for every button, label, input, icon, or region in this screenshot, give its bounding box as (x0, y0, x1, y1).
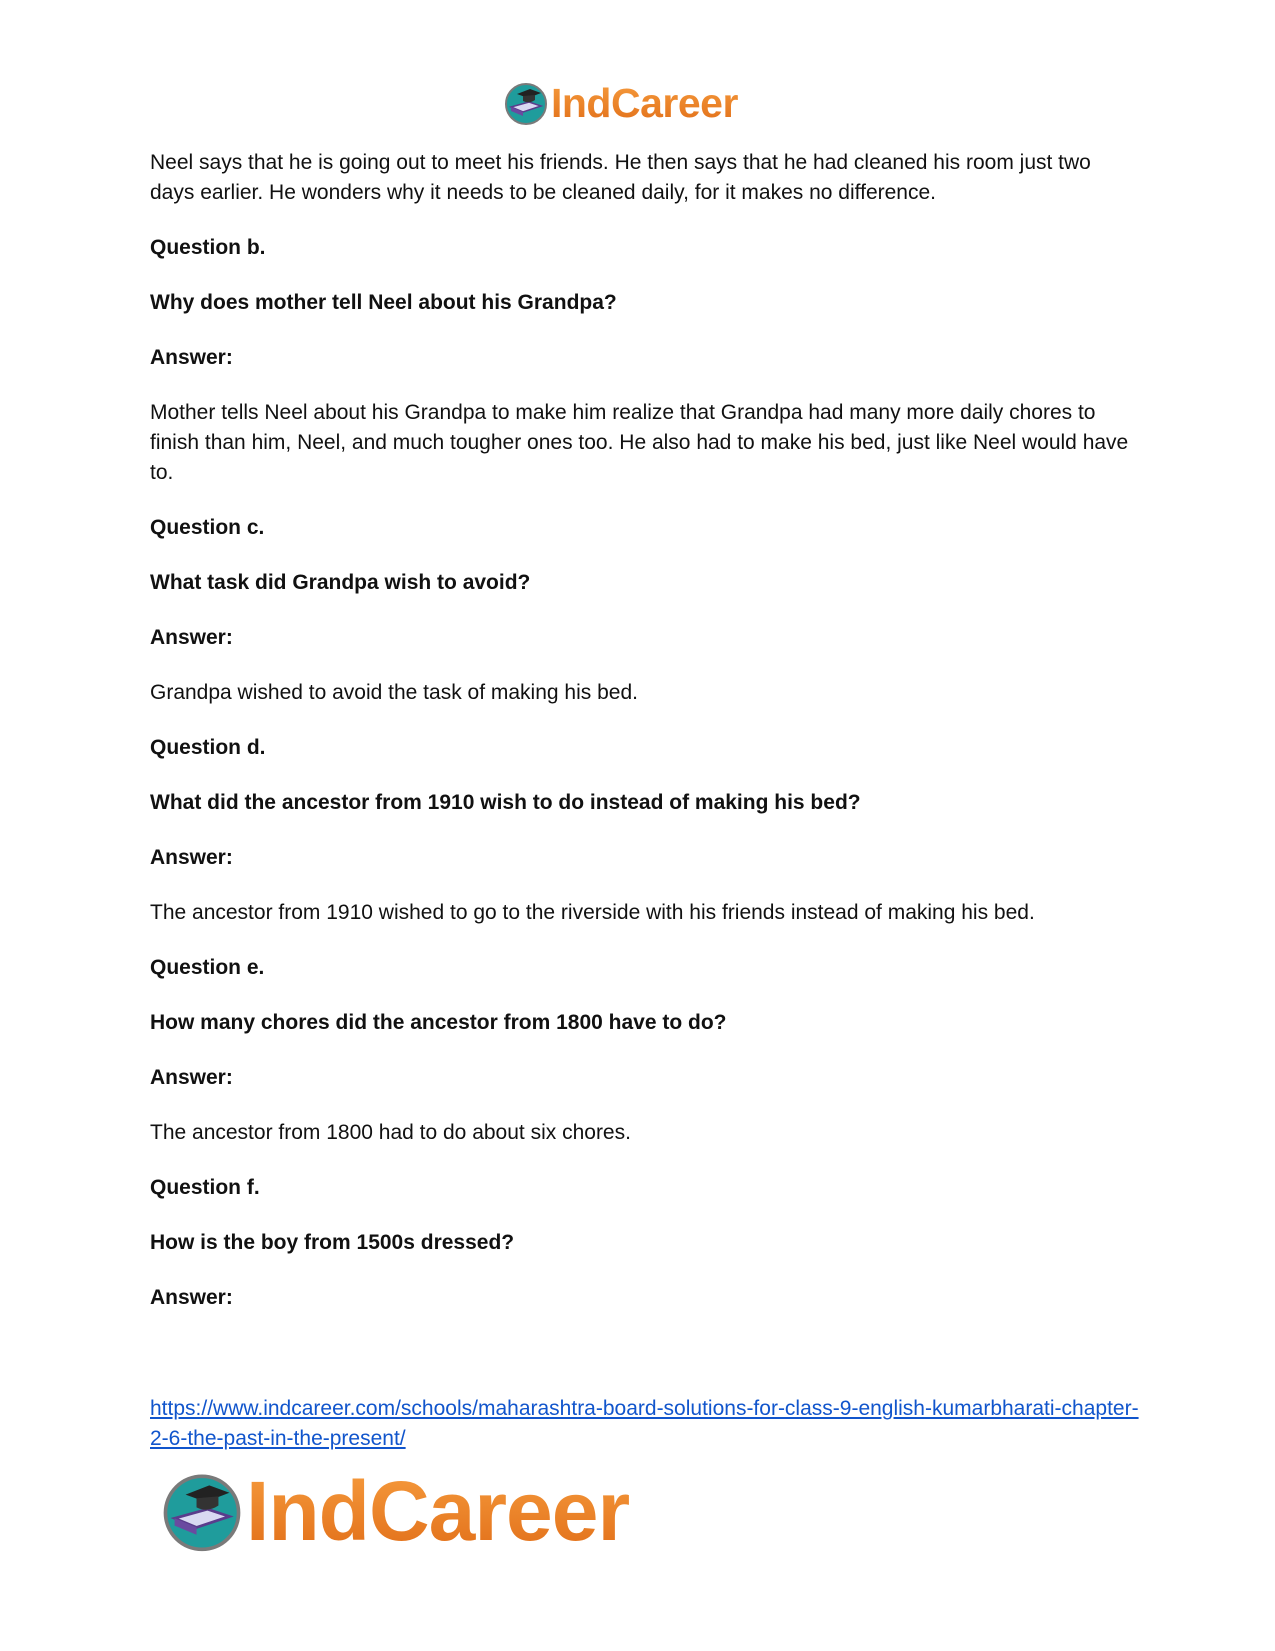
footer-logo-text: IndCareer (246, 1464, 630, 1558)
intro-paragraph: Neel says that he is going out to meet his friends. He then says that he had cleaned his room just two days earlier. He wonders why it needs to be cleaned daily, for it makes no difference. (150, 151, 1091, 204)
question-label: Question e. (150, 956, 265, 979)
question-text: How is the boy from 1500s dressed? (150, 1231, 515, 1254)
graduation-book-icon (160, 1469, 244, 1553)
footer-logo (160, 1466, 629, 1556)
graduation-book-icon (503, 80, 549, 126)
question-text: What did the ancestor from 1910 wish to do instead of making his bed? (150, 791, 861, 814)
answer-text: Mother tells Neel about his Grandpa to make him realize that Grandpa had many more daily chores to finish than him, Neel, and much tougher ones too. He also had to make his bed, just like Neel would have to. (150, 401, 1129, 484)
header-logo-text: IndCareer (551, 79, 738, 126)
question-text: What task did Grandpa wish to avoid? (150, 571, 531, 594)
answer-label: Answer: (150, 846, 233, 869)
answer-text: Grandpa wished to avoid the task of making his bed. (150, 681, 638, 704)
answer-label: Answer: (150, 1066, 233, 1089)
answer-label: Answer: (150, 626, 233, 649)
answer-text: The ancestor from 1910 wished to go to the riverside with his friends instead of making his bed. (150, 901, 1035, 924)
answer-text: The ancestor from 1800 had to do about six chores. (150, 1121, 631, 1144)
question-label: Question c. (150, 516, 265, 539)
question-text: Why does mother tell Neel about his Grandpa? (150, 291, 617, 314)
source-link[interactable]: https://www.indcareer.com/schools/maharashtra-board-solutions-for-class-9-english-kumarbharati-chapter-2-6-the-past-in-the-present/ (150, 1397, 1139, 1450)
question-label: Question d. (150, 736, 266, 759)
question-text: How many chores did the ancestor from 1800 have to do? (150, 1011, 727, 1034)
answer-label: Answer: (150, 346, 233, 369)
question-label: Question f. (150, 1176, 260, 1199)
question-label: Question b. (150, 236, 266, 259)
document-body (150, 148, 1140, 1338)
answer-label: Answer: (150, 1286, 233, 1309)
header-logo (503, 78, 738, 128)
